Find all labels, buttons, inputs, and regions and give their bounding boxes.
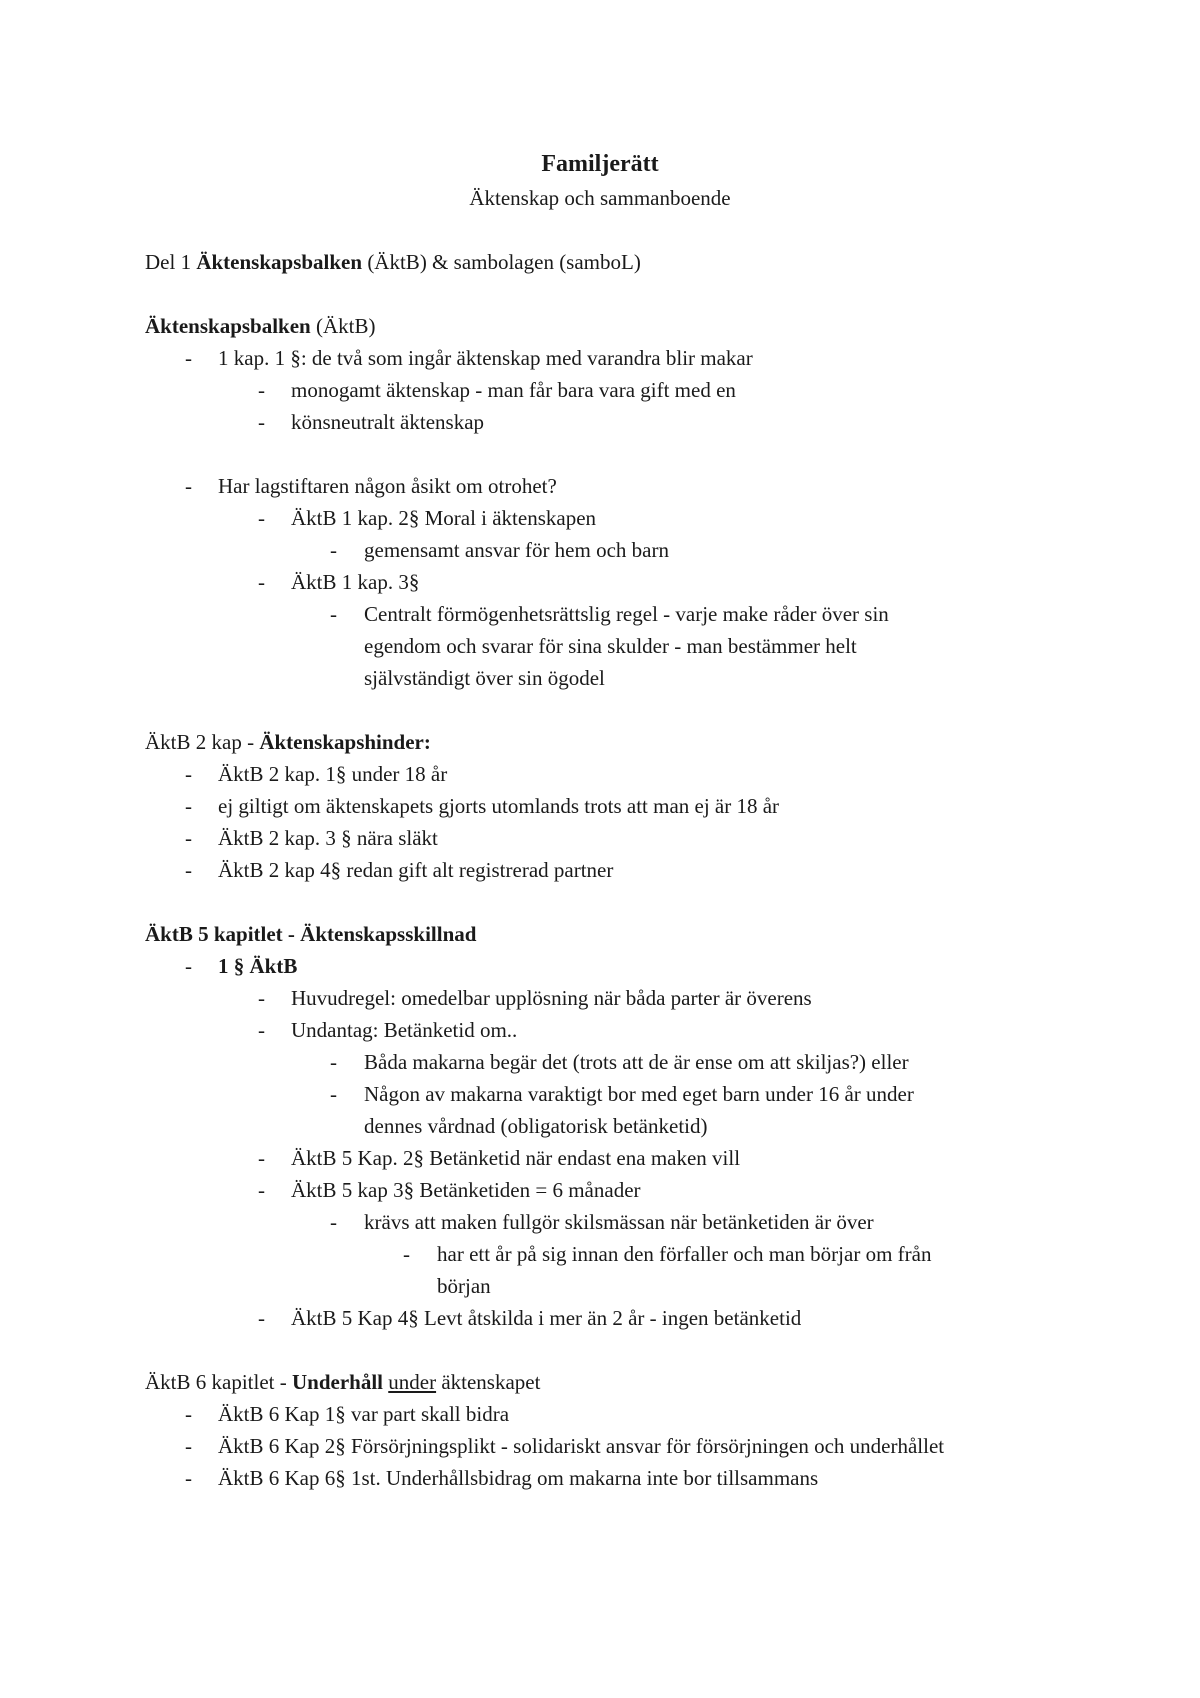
bullet-dash: - xyxy=(258,986,265,1010)
section-heading-bold: Underhåll xyxy=(291,1370,383,1394)
list-item-text: Undantag: Betänketid om.. xyxy=(291,1018,518,1042)
list-item-text: monogamt äktenskap - man får bara vara gift med en xyxy=(291,378,736,402)
list-item-text: början xyxy=(437,1274,491,1298)
bullet-dash: - xyxy=(185,794,192,818)
list-item-text: självständigt över sin ögodel xyxy=(364,666,605,690)
list-item-text: ÄktB 1 kap. 2§ Moral i äktenskapen xyxy=(291,506,597,530)
section-heading-rest: ÄktB 2 kap - xyxy=(145,730,260,754)
section-heading-aktb xyxy=(145,310,375,342)
bullet-dash: - xyxy=(185,1466,192,1490)
list-item-text: gemensamt ansvar för hem och barn xyxy=(364,538,669,562)
section-heading-post: äktenskapet xyxy=(436,1370,541,1394)
bullet-dash: - xyxy=(330,1050,337,1074)
list-item-text: ÄktB 2 kap 4§ redan gift alt registrerad partner xyxy=(218,858,614,882)
list-item-text: krävs att maken fullgör skilsmässan när betänketiden är över xyxy=(364,1210,874,1234)
bullet-dash: - xyxy=(185,762,192,786)
document-subtitle: Äktenskap och sammanboende xyxy=(469,186,731,210)
list-item-text: 1 § ÄktB xyxy=(218,954,298,978)
bullet-dash: - xyxy=(258,1018,265,1042)
bullet-dash: - xyxy=(258,410,265,434)
bullet-dash: - xyxy=(403,1242,410,1266)
bullet-dash: - xyxy=(185,1402,192,1426)
list-item-text: ÄktB 1 kap. 3§ xyxy=(291,570,420,594)
bullet-dash: - xyxy=(185,474,192,498)
bullet-dash: - xyxy=(185,954,192,978)
list-item-text: könsneutralt äktenskap xyxy=(291,410,485,434)
bullet-dash: - xyxy=(258,1146,265,1170)
list-item-text: ÄktB 2 kap. 3 § nära släkt xyxy=(218,826,438,850)
list-item-text: Centralt förmögenhetsrättslig regel - varje make råder över sin xyxy=(364,602,889,626)
intro-suffix: (ÄktB) & sambolagen (samboL) xyxy=(362,250,641,274)
list-item-text: har ett år på sig innan den förfaller och man börjar om från xyxy=(437,1242,932,1266)
bullet-dash: - xyxy=(258,378,265,402)
bullet-dash: - xyxy=(185,346,192,370)
bullet-dash: - xyxy=(258,506,265,530)
intro-bold: Äktenskapsbalken xyxy=(196,250,363,274)
list-item-text: ÄktB 6 Kap 6§ 1st. Underhållsbidrag om makarna inte bor tillsammans xyxy=(218,1466,819,1490)
list-item-text: Någon av makarna varaktigt bor med eget barn under 16 år under xyxy=(364,1082,914,1106)
list-item-text: ÄktB 5 Kap 4§ Levt åtskilda i mer än 2 år - ingen betänketid xyxy=(291,1306,802,1330)
list-item-text: egendom och svarar för sina skulder - man bestämmer helt xyxy=(364,634,857,658)
list-item-text: Båda makarna begär det (trots att de är ense om att skiljas?) eller xyxy=(364,1050,909,1074)
section-heading-pre: ÄktB 6 kapitlet - xyxy=(145,1370,292,1394)
intro-prefix: Del 1 xyxy=(145,250,197,274)
bullet-dash: - xyxy=(258,1178,265,1202)
bullet-dash: - xyxy=(330,1082,337,1106)
section-heading-aktb-2 xyxy=(145,726,431,758)
list-item-text: ej giltigt om äktenskapets gjorts utomlands trots att man ej är 18 år xyxy=(218,794,780,818)
bullet-dash: - xyxy=(185,858,192,882)
section-heading-rest: (ÄktB) xyxy=(310,314,376,338)
list-item-text: ÄktB 5 kap 3§ Betänketiden = 6 månader xyxy=(291,1178,641,1202)
section-heading-bold: ÄktB 5 kapitlet - Äktenskapsskillnad xyxy=(145,922,477,946)
list-item-text: ÄktB 2 kap. 1§ under 18 år xyxy=(218,762,448,786)
section-heading-aktb-5 xyxy=(145,918,476,950)
bullet-dash: - xyxy=(185,826,192,850)
bullet-dash: - xyxy=(185,1434,192,1458)
bullet-dash: - xyxy=(330,538,337,562)
section-heading-aktb-6 xyxy=(145,1366,540,1398)
intro-line xyxy=(145,246,641,278)
section-heading-bold: Äktenskapshinder: xyxy=(259,730,431,754)
bullet-dash: - xyxy=(330,1210,337,1234)
bullet-dash: - xyxy=(258,1306,265,1330)
list-item-text: ÄktB 6 Kap 2§ Försörjningsplikt - solidariskt ansvar för försörjningen och underhållet xyxy=(218,1434,945,1458)
bullet-dash: - xyxy=(258,570,265,594)
document-title: Familjerätt xyxy=(541,151,659,177)
section-heading-bold: Äktenskapsbalken xyxy=(145,314,311,338)
list-item-text: ÄktB 6 Kap 1§ var part skall bidra xyxy=(218,1402,510,1426)
list-item-text: ÄktB 5 Kap. 2§ Betänketid när endast ena maken vill xyxy=(291,1146,741,1170)
list-item-text: Har lagstiftaren någon åsikt om otrohet? xyxy=(218,474,557,498)
bullet-dash: - xyxy=(330,602,337,626)
section-heading-underline: under xyxy=(388,1370,437,1394)
list-item-text: dennes vårdnad (obligatorisk betänketid) xyxy=(364,1114,708,1138)
list-item-text: 1 kap. 1 §: de två som ingår äktenskap med varandra blir makar xyxy=(218,346,753,370)
list-item-text: Huvudregel: omedelbar upplösning när båda parter är överens xyxy=(291,986,812,1010)
